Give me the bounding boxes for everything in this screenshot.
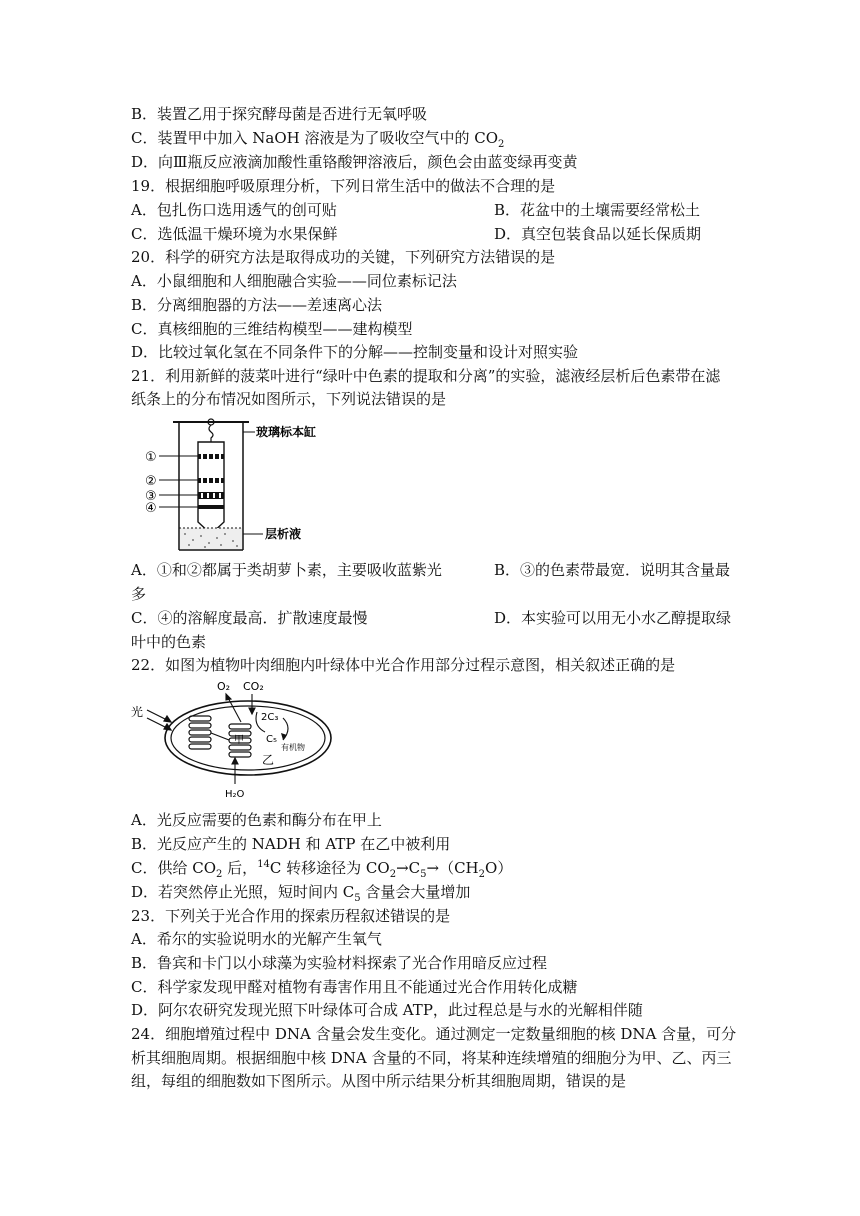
q21-option-d-line1: D．本实验可以用无小水乙醇提取绿: [494, 609, 732, 627]
q24-stem-line1: 24．细胞增殖过程中 DNA 含量会发生变化。通过测定一定数量细胞的核 DNA 含量，可分: [131, 1025, 737, 1043]
q21-stem-line1: 21．利用新鲜的菠菜叶进行“绿叶中色素的提取和分离”的实验，滤液经层析后色素带在滤: [131, 367, 721, 385]
q23-option-b: B．鲁宾和卡门以小球藻为实验材料探索了光合作用暗反应过程: [131, 954, 548, 972]
q19-option-a: A．包扎伤口选用透气的创可贴: [131, 201, 337, 219]
q22-option-b: B．光反应产生的 NADH 和 ATP 在乙中被利用: [131, 835, 451, 853]
c3-label: 2C₃: [261, 712, 279, 723]
c5-label: C₅: [266, 734, 277, 745]
organic-label: 有机物: [281, 743, 305, 752]
q24-stem-line3: 组，每组的细胞数如下图所示。从图中所示结果分析其细胞周期，错误的是: [131, 1072, 627, 1090]
q23-option-a: A．希尔的实验说明水的光解产生氧气: [131, 930, 382, 948]
q18-option-c: C．装置甲中加入 NaOH 溶液是为了吸收空气中的 $CO_2$: [131, 129, 505, 150]
chromatography-figure: [143, 414, 353, 554]
o2-label: O₂: [217, 680, 231, 693]
light-label: 光: [131, 705, 144, 719]
band-3-label: ③: [145, 489, 157, 504]
chloroplast-figure: [131, 678, 341, 800]
co2-label: CO₂: [243, 680, 264, 693]
q22-option-d: D．若突然停止光照，短时间内 $C_5$ 含量会大量增加: [131, 883, 471, 904]
q21-stem-line2: 纸条上的分布情况如图所示，下列说法错误的是: [131, 390, 447, 408]
q22-stem: 22．如图为植物叶肉细胞内叶绿体中光合作用部分过程示意图，相关叙述正确的是: [131, 656, 676, 674]
q18-option-b: B．装置乙用于探究酵母菌是否进行无氧呼吸: [131, 105, 428, 123]
q20-option-a: A．小鼠细胞和人细胞融合实验——同位素标记法: [131, 272, 457, 290]
q22-option-c: C．供给 $CO_2$ 后，$^{14}$C 转移途径为 $CO_2\to C_5\to(CH_2O)$: [131, 859, 513, 880]
h2o-label: H₂O: [225, 789, 245, 800]
q21-option-b-line2: 多: [131, 585, 147, 603]
q22-option-a: A．光反应需要的色素和酶分布在甲上: [131, 811, 382, 829]
q19-option-c: C．选低温干燥环境为水果保鲜: [131, 225, 338, 243]
q21-option-d-line2: 叶中的色素: [131, 633, 207, 651]
q18-option-d: D．向Ⅲ瓶反应液滴加酸性重铬酸钾溶液后，颜色会由蓝变绿再变黄: [131, 153, 578, 171]
q20-stem: 20．科学的研究方法是取得成功的关键，下列研究方法错误的是: [131, 248, 556, 266]
q20-option-c: C．真核细胞的三维结构模型——建构模型: [131, 320, 413, 338]
tank-label: 玻璃标本缸: [256, 425, 317, 439]
q23-option-d: D．阿尔农研究发现光照下叶绿体可合成 ATP，此过程总是与水的光解相伴随: [131, 1001, 643, 1019]
q23-stem: 23．下列关于光合作用的探索历程叙述错误的是: [131, 907, 451, 925]
thylakoid-label: 甲: [234, 735, 244, 746]
q19-option-d: D．真空包装食品以延长保质期: [494, 225, 702, 243]
q21-option-b-line1: B．③的色素带最宽．说明其含量最: [494, 561, 731, 579]
q23-option-c: C．科学家发现甲醛对植物有毒害作用且不能通过光合作用转化成糖: [131, 978, 578, 996]
q19-stem: 19．根据细胞呼吸原理分析，下列日常生活中的做法不合理的是: [131, 177, 556, 195]
q24-stem-line2: 析其细胞周期。根据细胞中核 DNA 含量的不同，将某种连续增殖的细胞分为甲、乙、丙三: [131, 1049, 732, 1067]
q21-option-a: A．①和②都属于类胡萝卜素，主要吸收蓝紫光: [131, 561, 442, 579]
pigment-band-4: [198, 505, 224, 509]
band-4-label: ④: [145, 501, 157, 516]
band-1-label: ①: [145, 450, 157, 465]
stroma-label: 乙: [262, 753, 275, 767]
band-2-label: ②: [145, 474, 157, 489]
solvent-label: 层析液: [265, 527, 302, 541]
q21-option-c: C．④的溶解度最高．扩散速度最慢: [131, 609, 368, 627]
q20-option-b: B．分离细胞器的方法——差速离心法: [131, 296, 383, 314]
q19-option-b: B．花盆中的土壤需要经常松土: [494, 201, 701, 219]
q20-option-d: D．比较过氧化氢在不同条件下的分解——控制变量和设计对照实验: [131, 343, 579, 361]
